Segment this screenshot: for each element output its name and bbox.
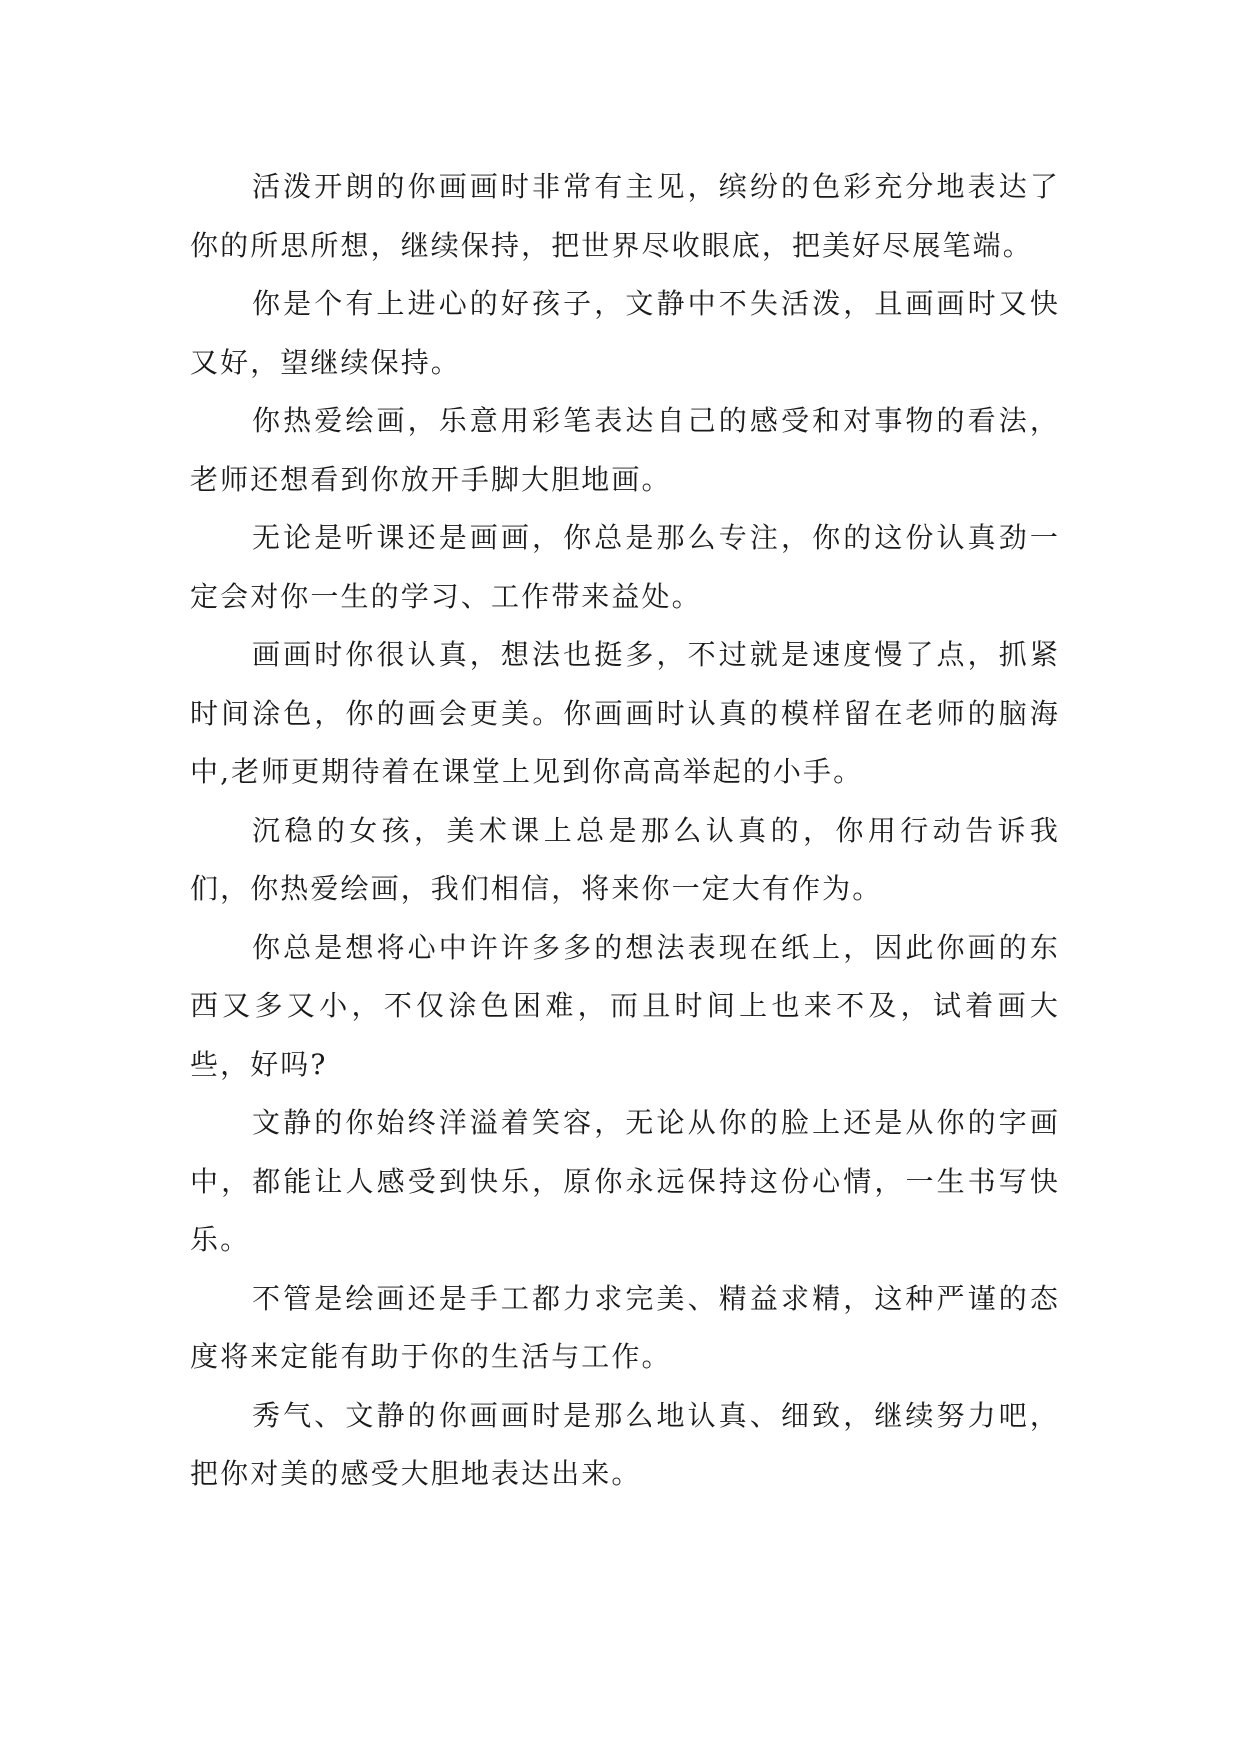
paragraph: 你热爱绘画，乐意用彩笔表达自己的感受和对事物的看法，老师还想看到你放开手脚大胆地画。 <box>190 404 1060 496</box>
paragraph: 活泼开朗的你画画时非常有主见，缤纷的色彩充分地表达了你的所思所想，继续保持，把世界尽收眼底，把美好尽展笔端。 <box>190 170 1060 262</box>
paragraph: 无论是听课还是画画，你总是那么专注，你的这份认真劲一定会对你一生的学习、工作带来益处。 <box>190 521 1060 613</box>
paragraph: 文静的你始终洋溢着笑容，无论从你的脸上还是从你的字画中，都能让人感受到快乐，原你永远保持这份心情，一生书写快乐。 <box>190 1106 1060 1256</box>
paragraph: 沉稳的女孩，美术课上总是那么认真的，你用行动告诉我们，你热爱绘画，我们相信，将来你一定大有作为。 <box>190 813 1060 905</box>
paragraph: 不管是绘画还是手工都力求完美、精益求精，这种严谨的态度将来定能有助于你的生活与工作。 <box>190 1281 1060 1373</box>
paragraph: 秀气、文静的你画画时是那么地认真、细致，继续努力吧，把你对美的感受大胆地表达出来。 <box>190 1398 1060 1490</box>
paragraph: 你总是想将心中许许多多的想法表现在纸上，因此你画的东西又多又小，不仅涂色困难，而且时间上也来不及，试着画大些，好吗? <box>190 930 1060 1081</box>
paragraph: 你是个有上进心的好孩子，文静中不失活泼，且画画时又快又好，望继续保持。 <box>190 287 1060 379</box>
document-body <box>190 158 1060 1504</box>
paragraph: 画画时你很认真，想法也挺多，不过就是速度慢了点，抓紧时间涂色，你的画会更美。你画画时认真的模样留在老师的脑海中,老师更期待着在课堂上见到你高高举起的小手。 <box>190 638 1060 788</box>
